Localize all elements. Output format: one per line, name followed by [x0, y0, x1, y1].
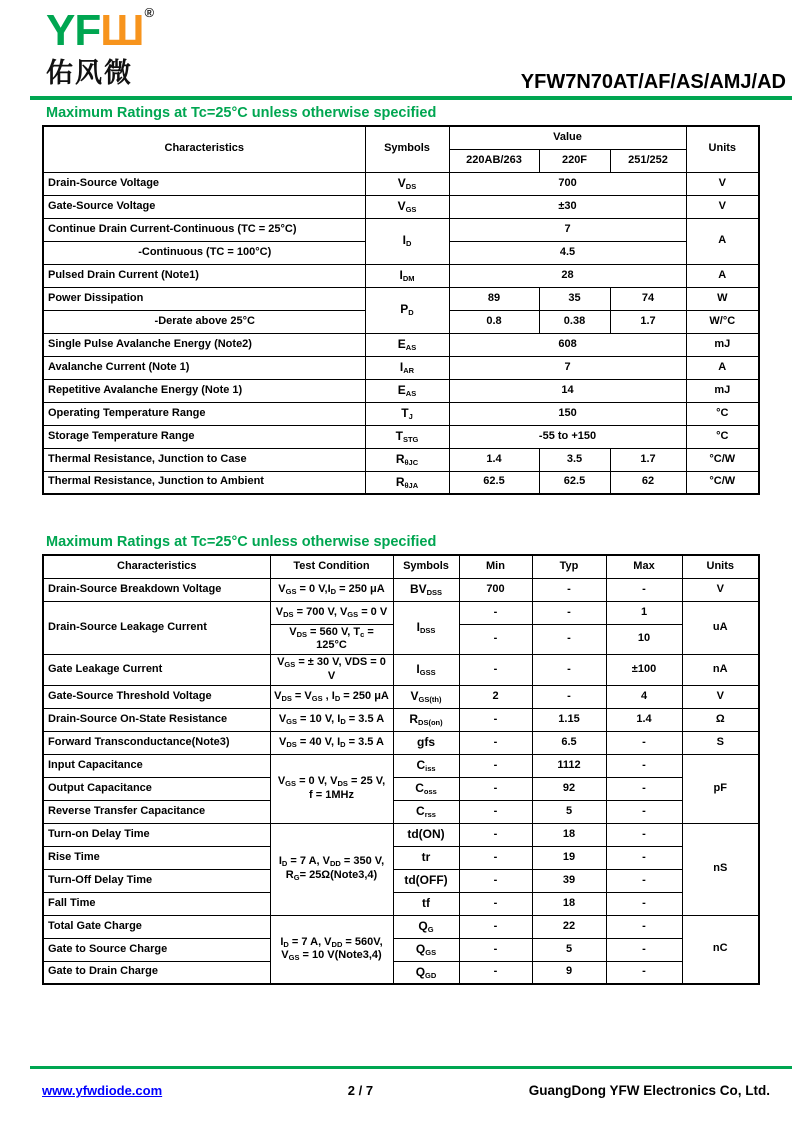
typ-cell: - — [532, 624, 606, 655]
page-footer — [0, 1066, 800, 1098]
symbol-cell: $R_{\theta JA}$ — [365, 471, 449, 494]
characteristic-cell: Turn-Off Delay Time — [43, 869, 270, 892]
unit-cell: W — [686, 287, 759, 310]
table-row — [43, 754, 759, 777]
characteristic-cell: Turn-on Delay Time — [43, 823, 270, 846]
table-row — [43, 402, 759, 425]
page-header — [0, 0, 800, 96]
value-cell: 89 — [449, 287, 539, 310]
value-cell: 4.5 — [449, 241, 686, 264]
table-row — [43, 685, 759, 708]
test-condition-cell: $V_{DS} = V_{GS}$ , $I_D = 250$ μA — [270, 685, 393, 708]
unit-cell: uA — [682, 601, 759, 655]
max-cell: - — [606, 846, 682, 869]
table-row — [43, 892, 759, 915]
value-cell: 700 — [449, 172, 686, 195]
max-cell: - — [606, 892, 682, 915]
col-header-units: Units — [686, 126, 759, 172]
table-row — [43, 333, 759, 356]
table-row — [43, 578, 759, 601]
test-condition-cell: $V_{DS} = 700$ V, $V_{GS} = 0$ V — [270, 601, 393, 624]
symbol-cell: $T_{STG}$ — [365, 425, 449, 448]
typ-cell: 1.15 — [532, 708, 606, 731]
characteristic-cell: Drain-Source Leakage Current — [43, 601, 270, 655]
min-cell: - — [459, 731, 532, 754]
table-header-row — [43, 126, 759, 149]
value-cell: 608 — [449, 333, 686, 356]
symbol-cell: $R_{\theta JC}$ — [365, 448, 449, 471]
symbol-cell: $C_{rss}$ — [393, 800, 459, 823]
value-cell: 14 — [449, 379, 686, 402]
col-header-test-condition: Test Condition — [270, 555, 393, 578]
website-link[interactable]: www.yfwdiode.com — [42, 1083, 163, 1098]
max-cell: - — [606, 961, 682, 984]
table-row — [43, 448, 759, 471]
characteristic-cell: Gate-Source Threshold Voltage — [43, 685, 270, 708]
max-cell: 4 — [606, 685, 682, 708]
min-cell: - — [459, 800, 532, 823]
logo-yf-letters: YF — [46, 6, 101, 55]
unit-cell: pF — [682, 754, 759, 823]
col-header-max: Max — [606, 555, 682, 578]
typ-cell: - — [532, 601, 606, 624]
unit-cell: Ω — [682, 708, 759, 731]
symbol-cell: $C_{iss}$ — [393, 754, 459, 777]
page-number: 2 / 7 — [347, 1083, 374, 1098]
test-condition-cell: $V_{GS} = 0$ $V,I_D = 250$ μA — [270, 578, 393, 601]
value-cell: 1.7 — [610, 448, 686, 471]
registered-trademark-icon: ® — [144, 5, 154, 20]
max-ratings-table — [42, 125, 760, 495]
logo-w-letter: Ш — [100, 6, 144, 55]
max-cell: - — [606, 869, 682, 892]
typ-cell: 92 — [532, 777, 606, 800]
unit-cell: mJ — [686, 379, 759, 402]
unit-cell: °C — [686, 425, 759, 448]
footer-row — [42, 1083, 770, 1098]
characteristic-cell: Pulsed Drain Current (Note1) — [43, 264, 365, 287]
symbol-cell: gfs — [393, 731, 459, 754]
characteristic-cell: Gate-Source Voltage — [43, 195, 365, 218]
table-row — [43, 264, 759, 287]
value-cell: 62 — [610, 471, 686, 494]
characteristic-cell: Storage Temperature Range — [43, 425, 365, 448]
max-cell: - — [606, 915, 682, 938]
symbol-cell: $V_{GS(th)}$ — [393, 685, 459, 708]
value-cell: 7 — [449, 356, 686, 379]
symbol-cell: $I_{DM}$ — [365, 264, 449, 287]
min-cell: - — [459, 846, 532, 869]
max-cell: - — [606, 578, 682, 601]
unit-cell: °C — [686, 402, 759, 425]
col-header-220ab-263: 220AB/263 — [449, 149, 539, 172]
characteristic-cell: Single Pulse Avalanche Energy (Note2) — [43, 333, 365, 356]
min-cell: - — [459, 915, 532, 938]
symbol-cell: $Q_{GD}$ — [393, 961, 459, 984]
test-condition-cell: $I_D = 7$ A, $V_{DD} = 350$ V, $R_G=$ 25Ω(Note3,4) — [270, 823, 393, 915]
unit-cell: V — [682, 578, 759, 601]
typ-cell: 9 — [532, 961, 606, 984]
typ-cell: 18 — [532, 823, 606, 846]
electrical-characteristics-table — [42, 554, 760, 985]
table-row — [43, 655, 759, 686]
symbol-cell: $P_D$ — [365, 287, 449, 333]
typ-cell: - — [532, 578, 606, 601]
characteristic-cell: Output Capacitance — [43, 777, 270, 800]
unit-cell: A — [686, 356, 759, 379]
typ-cell: - — [532, 655, 606, 686]
max-cell: 10 — [606, 624, 682, 655]
value-cell: 1.4 — [449, 448, 539, 471]
test-condition-cell: $V_{DS} = 560$ V, $T_c = 125^\circ C$ — [270, 624, 393, 655]
value-cell: -55 to +150 — [449, 425, 686, 448]
symbol-cell: $E_{AS}$ — [365, 333, 449, 356]
characteristic-cell: Input Capacitance — [43, 754, 270, 777]
characteristic-cell: Repetitive Avalanche Energy (Note 1) — [43, 379, 365, 402]
min-cell: - — [459, 869, 532, 892]
test-condition-cell: $V_{DS} = 40$ V, $I_D = 3.5$ A — [270, 731, 393, 754]
table-row — [43, 356, 759, 379]
characteristic-cell: Gate Leakage Current — [43, 655, 270, 686]
unit-cell: A — [686, 264, 759, 287]
unit-cell: W/°C — [686, 310, 759, 333]
table-row — [43, 777, 759, 800]
characteristic-cell: Rise Time — [43, 846, 270, 869]
part-number-title: YFW7N70AT/AF/AS/AMJ/AD — [520, 71, 786, 93]
value-cell: 62.5 — [449, 471, 539, 494]
footer-divider — [30, 1066, 792, 1069]
symbol-cell: td(OFF) — [393, 869, 459, 892]
table-row — [43, 195, 759, 218]
test-condition-cell: $V_{GS} = 10$ V, $I_D = 3.5$ A — [270, 708, 393, 731]
unit-cell: V — [686, 195, 759, 218]
col-header-characteristics: Characteristics — [43, 126, 365, 172]
typ-cell: 6.5 — [532, 731, 606, 754]
max-cell: - — [606, 777, 682, 800]
table-row — [43, 869, 759, 892]
section1-heading: Maximum Ratings at Tc=25°C unless otherwise specified — [46, 105, 437, 121]
table-row — [43, 731, 759, 754]
table-row — [43, 172, 759, 195]
symbol-cell: $BV_{DSS}$ — [393, 578, 459, 601]
logo-chinese-name: 佑风微 — [46, 58, 133, 88]
symbol-cell: tr — [393, 846, 459, 869]
value-cell: 1.7 — [610, 310, 686, 333]
col-header-symbols: Symbols — [365, 126, 449, 172]
min-cell: - — [459, 777, 532, 800]
min-cell: - — [459, 655, 532, 686]
value-cell: 0.38 — [539, 310, 610, 333]
test-condition-cell: $I_D = 7$ A, $V_{DD} = 560V$, $V_{GS} = 10$ V(Note3,4) — [270, 915, 393, 984]
symbol-cell: $I_{DSS}$ — [393, 601, 459, 655]
unit-cell: A — [686, 218, 759, 264]
characteristic-cell: Operating Temperature Range — [43, 402, 365, 425]
max-cell: ±100 — [606, 655, 682, 686]
symbol-cell: $Q_{GS}$ — [393, 938, 459, 961]
col-header-value: Value — [449, 126, 686, 149]
min-cell: - — [459, 754, 532, 777]
typ-cell: 5 — [532, 938, 606, 961]
max-cell: - — [606, 938, 682, 961]
col-header-typ: Typ — [532, 555, 606, 578]
max-cell: - — [606, 800, 682, 823]
unit-cell: mJ — [686, 333, 759, 356]
test-condition-cell: $V_{GS}$ = ± 30 V, VDS = 0 V — [270, 655, 393, 686]
characteristic-cell: Power Dissipation — [43, 287, 365, 310]
characteristic-cell: Drain-Source On-State Resistance — [43, 708, 270, 731]
company-name: GuangDong YFW Electronics Co, Ltd. — [528, 1083, 770, 1098]
header-divider — [30, 96, 792, 100]
symbol-cell: $V_{GS}$ — [365, 195, 449, 218]
unit-cell: °C/W — [686, 471, 759, 494]
symbol-cell: $R_{DS(on)}$ — [393, 708, 459, 731]
min-cell: - — [459, 624, 532, 655]
table-row — [43, 471, 759, 494]
symbol-cell: td(ON) — [393, 823, 459, 846]
unit-cell: V — [682, 685, 759, 708]
symbol-cell: $C_{oss}$ — [393, 777, 459, 800]
typ-cell: 22 — [532, 915, 606, 938]
characteristic-cell: Thermal Resistance, Junction to Case — [43, 448, 365, 471]
typ-cell: 18 — [532, 892, 606, 915]
table-row — [43, 708, 759, 731]
min-cell: - — [459, 961, 532, 984]
value-cell: 0.8 — [449, 310, 539, 333]
min-cell: 2 — [459, 685, 532, 708]
value-cell: 62.5 — [539, 471, 610, 494]
characteristic-cell: Thermal Resistance, Junction to Ambient — [43, 471, 365, 494]
characteristic-cell: Fall Time — [43, 892, 270, 915]
characteristic-cell: Drain-Source Breakdown Voltage — [43, 578, 270, 601]
typ-cell: - — [532, 685, 606, 708]
typ-cell: 5 — [532, 800, 606, 823]
min-cell: - — [459, 708, 532, 731]
characteristic-cell: Forward Transconductance(Note3) — [43, 731, 270, 754]
characteristic-cell: -Continuous (TC = 100°C) — [43, 241, 365, 264]
table-row — [43, 379, 759, 402]
value-cell: 74 — [610, 287, 686, 310]
value-cell: 150 — [449, 402, 686, 425]
symbol-cell: $I_D$ — [365, 218, 449, 264]
characteristic-cell: -Derate above 25°C — [43, 310, 365, 333]
min-cell: - — [459, 892, 532, 915]
table-row — [43, 915, 759, 938]
characteristic-cell: Total Gate Charge — [43, 915, 270, 938]
value-cell: 28 — [449, 264, 686, 287]
table-row — [43, 601, 759, 624]
symbol-cell: $Q_G$ — [393, 915, 459, 938]
symbol-cell: $I_{AR}$ — [365, 356, 449, 379]
table-row — [43, 218, 759, 241]
min-cell: - — [459, 823, 532, 846]
table-row — [43, 823, 759, 846]
col-header-units: Units — [682, 555, 759, 578]
symbol-cell: tf — [393, 892, 459, 915]
characteristic-cell: Avalanche Current (Note 1) — [43, 356, 365, 379]
yfw-logo — [46, 6, 153, 90]
min-cell: - — [459, 938, 532, 961]
typ-cell: 1112 — [532, 754, 606, 777]
max-cell: - — [606, 823, 682, 846]
characteristic-cell: Reverse Transfer Capacitance — [43, 800, 270, 823]
table-row — [43, 961, 759, 984]
symbol-cell: $T_J$ — [365, 402, 449, 425]
section2-heading: Maximum Ratings at Tc=25°C unless otherwise specified — [46, 534, 437, 550]
value-cell: ±30 — [449, 195, 686, 218]
col-header-characteristics: Characteristics — [43, 555, 270, 578]
characteristic-cell: Gate to Drain Charge — [43, 961, 270, 984]
test-condition-cell: $V_{GS} = 0$ V, $V_{DS} = 25$ V, f = 1MHz — [270, 754, 393, 823]
typ-cell: 19 — [532, 846, 606, 869]
table-row — [43, 846, 759, 869]
symbol-cell: $E_{AS}$ — [365, 379, 449, 402]
unit-cell: nC — [682, 915, 759, 984]
unit-cell: nS — [682, 823, 759, 915]
col-header-220f: 220F — [539, 149, 610, 172]
table-header-row — [43, 555, 759, 578]
unit-cell: °C/W — [686, 448, 759, 471]
table-row — [43, 425, 759, 448]
max-cell: - — [606, 731, 682, 754]
value-cell: 7 — [449, 218, 686, 241]
col-header-min: Min — [459, 555, 532, 578]
unit-cell: nA — [682, 655, 759, 686]
unit-cell: S — [682, 731, 759, 754]
characteristic-cell: Drain-Source Voltage — [43, 172, 365, 195]
characteristic-cell: Gate to Source Charge — [43, 938, 270, 961]
value-cell: 3.5 — [539, 448, 610, 471]
value-cell: 35 — [539, 287, 610, 310]
max-cell: 1 — [606, 601, 682, 624]
max-cell: - — [606, 754, 682, 777]
logo-wordmark — [46, 6, 153, 53]
min-cell: 700 — [459, 578, 532, 601]
max-cell: 1.4 — [606, 708, 682, 731]
unit-cell: V — [686, 172, 759, 195]
symbol-cell: $V_{DS}$ — [365, 172, 449, 195]
table-row — [43, 287, 759, 310]
table-row — [43, 938, 759, 961]
symbol-cell: $I_{GSS}$ — [393, 655, 459, 686]
typ-cell: 39 — [532, 869, 606, 892]
table-row — [43, 800, 759, 823]
col-header-251-252: 251/252 — [610, 149, 686, 172]
col-header-symbols: Symbols — [393, 555, 459, 578]
characteristic-cell: Continue Drain Current-Continuous (TC = 25°C) — [43, 218, 365, 241]
min-cell: - — [459, 601, 532, 624]
